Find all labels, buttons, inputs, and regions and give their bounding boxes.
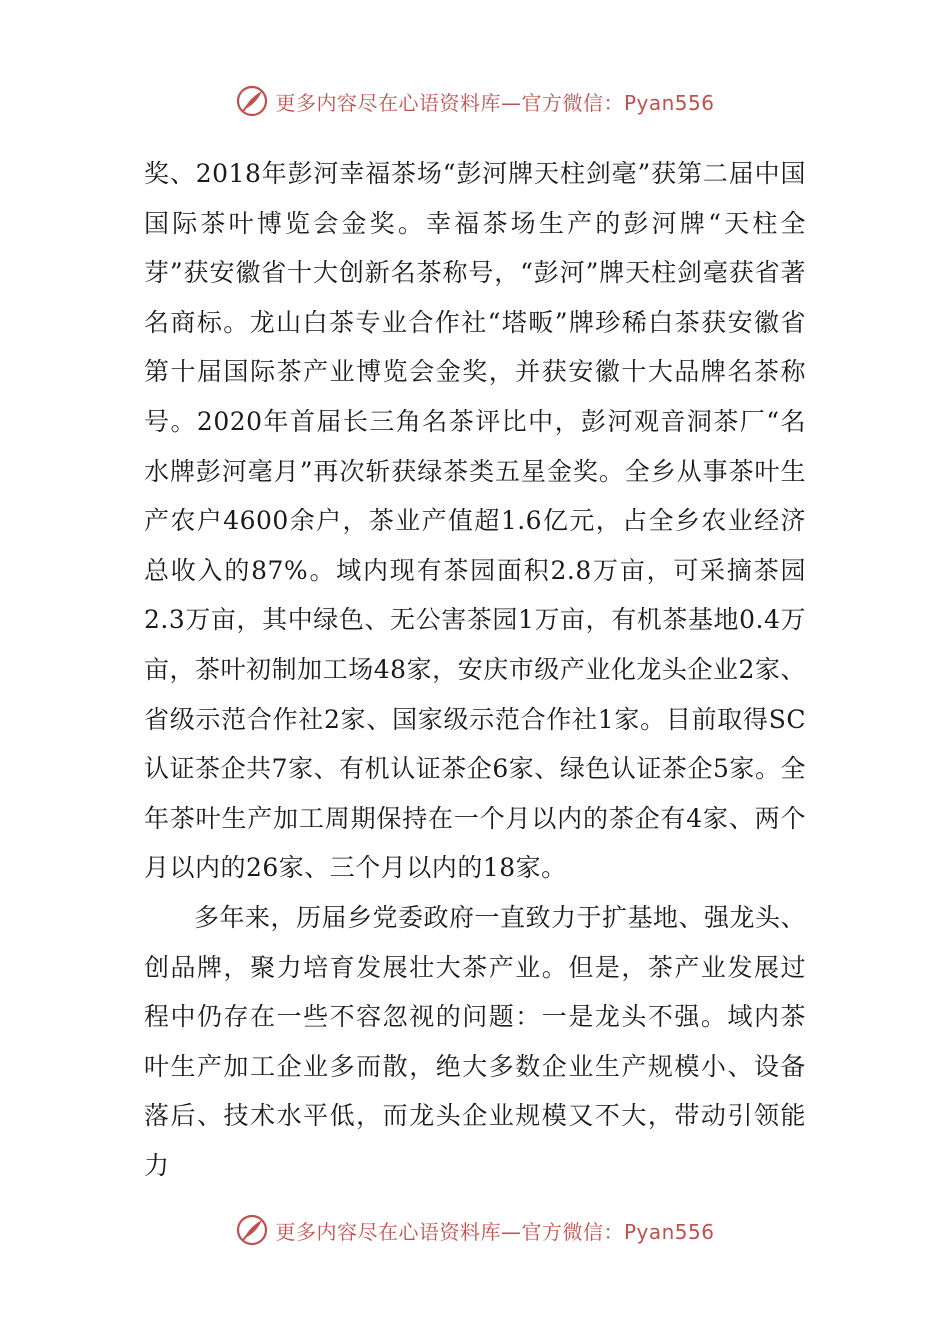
footer-watermark: [0, 1210, 950, 1250]
paragraph-continuation: 奖、2018年彭河幸福茶场“彭河牌天柱剑毫”获第二届中国国际茶叶博览会金奖。幸福茶场生产的彭河牌“天柱全芽”获安徽省十大创新名茶称号，“彭河”牌天柱剑毫获省著名商标。龙山白茶专业合作社“塔畈”牌珍稀白茶获安徽省第十届国际茶产业博览会金奖，并获安徽十大品牌名茶称号。2020年首届长三角名茶评比中，彭河观音洞茶厂“名水牌彭河毫月”再次斩获绿茶类五星金奖。全乡从事茶叶生产农户4600余户，茶业产值超1.6亿元，占全乡农业经济总收入的87%。域内现有茶园面积2.8万亩，可采摘茶园2.3万亩，其中绿色、无公害茶园1万亩，有机茶基地0.4万亩，茶叶初制加工场48家，安庆市级产业化龙头企业2家、省级示范合作社2家、国家级示范合作社1家。目前取得SC认证茶企共7家、有机认证茶企6家、绿色认证茶企5家。全年茶叶生产加工周期保持在一个月以内的茶企有4家、两个月以内的26家、三个月以内的18家。: [144, 159, 806, 883]
watermark-text: 更多内容尽在心语资料库—官方微信：Pyan556: [275, 1219, 715, 1244]
quill-pen-icon: [235, 84, 269, 118]
paragraph-problems: 多年来，历届乡党委政府一直致力于扩基地、强龙头、创品牌，聚力培育发展壮大茶产业。但是，茶产业发展过程中仍存在一些不容忽视的问题：一是龙头不强。域内茶叶生产加工企业多而散，绝大多数企业生产规模小、设备落后、技术水平低，而龙头企业规模又不大，带动引领能力: [144, 902, 807, 1180]
header-watermark: [0, 81, 950, 121]
document-body: [144, 149, 806, 1190]
watermark-text: 更多内容尽在心语资料库—官方微信：Pyan556: [275, 90, 715, 115]
quill-pen-icon: [235, 1213, 269, 1247]
